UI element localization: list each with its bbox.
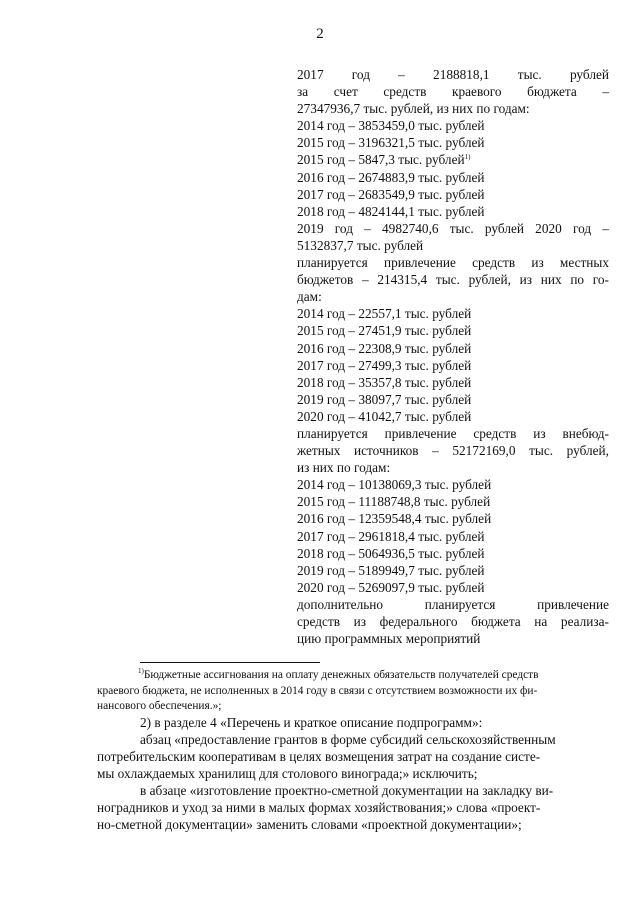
funding-year-line: 2016 год – 2674883,9 тыс. рублей xyxy=(297,169,485,185)
funding-year-text: 2015 год – 5847,3 тыс. рублей xyxy=(297,152,465,168)
funding-year-line: 2015 год – 27451,9 тыс. рублей xyxy=(297,323,472,339)
footnote-line xyxy=(97,668,609,684)
paragraph-line: 2) в разделе 4 «Перечень и краткое описание подпрограмм»: xyxy=(140,715,483,730)
funding-year-line: 2019 год – 5189949,7 тыс. рублей xyxy=(297,562,485,578)
paragraph-line: абзац «предоставление грантов в форме субсидий сельскохозяйственным xyxy=(140,732,556,747)
page-number: 2 xyxy=(316,26,324,42)
footnote xyxy=(97,668,609,715)
amendment-text xyxy=(97,714,609,833)
funding-line: жетных источников – 52172169,0 тыс. рублей, xyxy=(297,443,609,459)
funding-year-line: 2015 год – 3196321,5 тыс. рублей xyxy=(297,135,485,151)
funding-year-line: 2019 год – 38097,7 тыс. рублей xyxy=(297,391,472,407)
funding-line: бюджетов – 214315,4 тыс. рублей, из них по го- xyxy=(297,272,609,288)
footnote-marker: 1) xyxy=(138,667,144,675)
word: дополнительно xyxy=(297,596,384,612)
word: краевого xyxy=(452,84,502,100)
funding-year-line: 2017 год – 27499,3 тыс. рублей xyxy=(297,357,472,373)
funding-line: дам: xyxy=(297,289,322,305)
funding-year-line: 2019 год – 4982740,6 тыс. рублей 2020 год – xyxy=(297,220,609,236)
footnote-line: краевого бюджета, не исполненных в 2014 году в связи с отсутствием возможности их фи- xyxy=(97,684,538,697)
local-budget-heading: планируется привлечение средств из местных xyxy=(297,255,609,271)
funding-year-line: 2018 год – 35357,8 тыс. рублей xyxy=(297,374,472,390)
footnote-line: нансового обеспечения.»; xyxy=(97,700,222,713)
funding-year-line: 2014 год – 22557,1 тыс. рублей xyxy=(297,306,472,322)
funding-column xyxy=(297,66,609,647)
funding-year-line: 2018 год – 4824144,1 тыс. рублей xyxy=(297,203,485,219)
paragraph-line: потребительским кооперативам в целях возмещения затрат на создание систе- xyxy=(97,749,541,764)
word: – xyxy=(602,84,609,100)
word: средств xyxy=(383,84,427,100)
word: бюджета xyxy=(527,84,577,100)
footnote-reference: 1) xyxy=(464,153,471,162)
regional-budget-heading xyxy=(297,83,609,100)
funding-year-line: 2020 год – 5269097,9 тыс. рублей xyxy=(297,579,485,595)
funding-line: средств из федерального бюджета на реализа- xyxy=(297,614,609,629)
funding-line: 2017 год – 2188818,1 тыс. рублей xyxy=(297,67,609,82)
word: за xyxy=(297,84,309,100)
funding-year-line: 2016 год – 22308,9 тыс. рублей xyxy=(297,340,472,356)
paragraph-line: в абзаце «изготовление проектно-сметной документации на закладку ви- xyxy=(140,783,554,798)
funding-year-line: 2014 год – 3853459,0 тыс. рублей xyxy=(297,118,485,134)
funding-year-line: 2014 год – 10138069,3 тыс. рублей xyxy=(297,477,492,493)
federal-budget-heading xyxy=(297,596,609,613)
funding-line: из них по годам: xyxy=(297,460,391,476)
funding-year-line: 2017 год – 2683549,9 тыс. рублей xyxy=(297,186,485,202)
paragraph-line: мы охлаждаемых хранилищ для столового винограда;» исключить; xyxy=(97,766,478,781)
funding-year-line-footnoted xyxy=(297,151,609,168)
footnote-text: Бюджетные ассигнования на оплату денежных обязательств получателей средств xyxy=(143,669,539,681)
funding-year-line: 2017 год – 2961818,4 тыс. рублей xyxy=(297,528,485,544)
funding-year-line: 2018 год – 5064936,5 тыс. рублей xyxy=(297,545,485,561)
word: планируется xyxy=(424,596,496,612)
funding-year-line: 5132837,7 тыс. рублей xyxy=(297,237,424,253)
word: счет xyxy=(333,84,358,100)
funding-line: 27347936,7 тыс. рублей, из них по годам: xyxy=(297,101,530,117)
funding-year-line: 2015 год – 11188748,8 тыс. рублей xyxy=(297,494,491,510)
paragraph-line: ноградников и уход за ними в малых формах хозяйствования;» слова «проект- xyxy=(97,800,541,815)
off-budget-heading: планируется привлечение средств из внебюд- xyxy=(297,425,609,441)
funding-year-line: 2016 год – 12359548,4 тыс. рублей xyxy=(297,511,492,527)
funding-line: цию программных мероприятий xyxy=(297,631,481,647)
funding-year-line: 2020 год – 41042,7 тыс. рублей xyxy=(297,408,472,424)
footnote-divider xyxy=(140,662,320,663)
paragraph-line: но-сметной документации» заменить словами «проектной документации»; xyxy=(97,817,522,832)
word: привлечение xyxy=(537,596,610,612)
